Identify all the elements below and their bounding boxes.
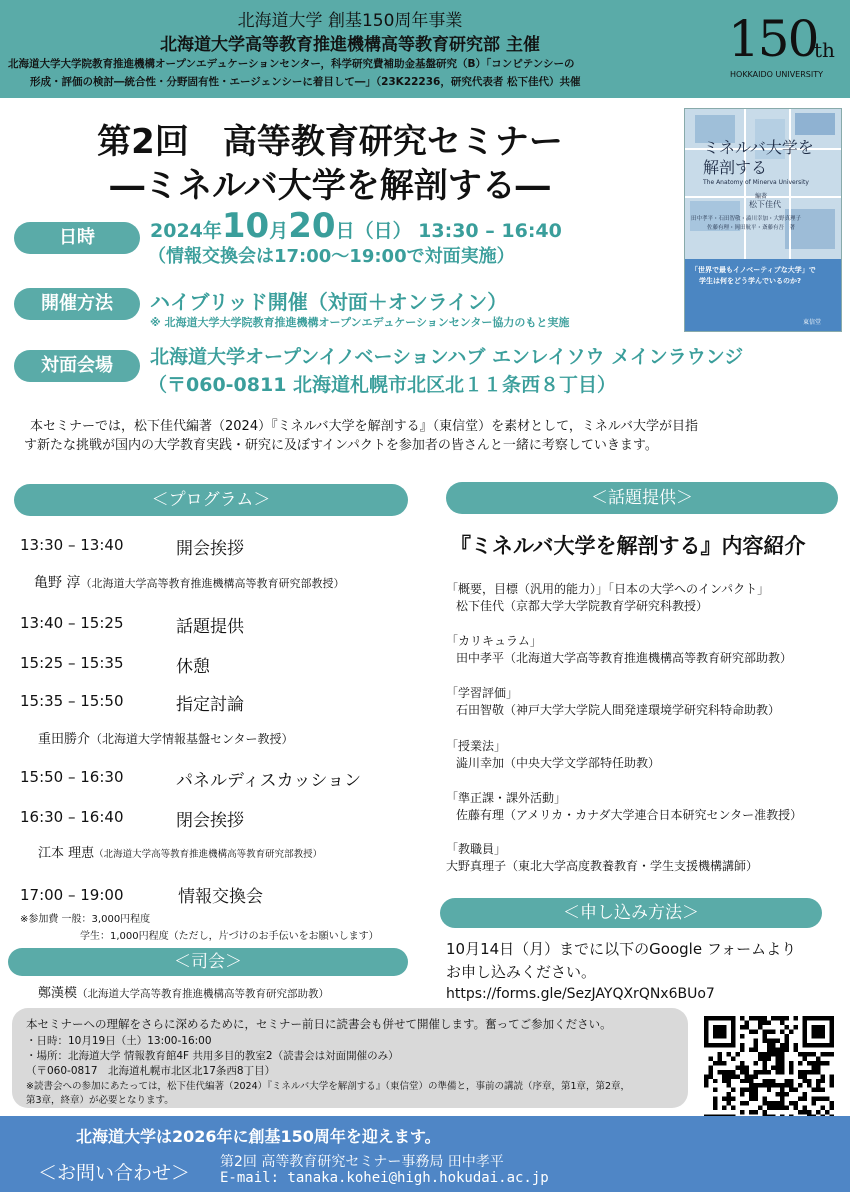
program-title: 休憩 [176, 657, 210, 677]
apply-line-1: 10月14日（月）までに以下のGoogle フォームより [446, 940, 797, 958]
program-title: パネルディスカッション [176, 771, 362, 791]
book-cover-image [684, 108, 842, 332]
seminar-subtitle: ―ミネルバ大学を解剖する― [110, 166, 550, 206]
topics-heading: ＜話題提供＞ [446, 482, 838, 514]
reading-address: （〒060-0817 北海道札幌市北区北17条西8丁目） [26, 1065, 276, 1077]
topic-speaker: 石田智敬（神戸大学大学院人間発達環境学研究科特命助教） [456, 703, 781, 717]
apply-form-link[interactable]: https://forms.gle/SezJAYQXrQNx6BUo7 [446, 986, 715, 1002]
event-date [150, 206, 562, 246]
book-title-2: 解剖する [703, 158, 768, 177]
book-authors-2: 佐藤有理・岡田航平・斎藤有吾 著 [707, 225, 796, 231]
venue-address: （〒060-0811 北海道札幌市北区北１１条西８丁目） [148, 374, 617, 396]
reading-note-2: 第3章，終章）が必要となります。 [26, 1095, 174, 1106]
date-month: 10 [221, 206, 270, 246]
program-person [34, 572, 344, 592]
header-line1: 北海道大学 創基150周年事業 [237, 11, 463, 31]
topic-speaker: 田中孝平（北海道大学高等教育推進機構高等教育研究部助教） [456, 651, 793, 665]
program-time: 15:35 – 15:50 [20, 692, 124, 710]
logo-subtitle: HOKKAIDO UNIVERSITY [730, 70, 823, 79]
program-time: 15:25 – 15:35 [20, 654, 124, 672]
book-subtitle: The Anatomy of Minerva University [703, 179, 809, 186]
program-person [38, 842, 322, 861]
footer-anniversary: 北海道大学は2026年に創基150周年を迎えます。 [76, 1127, 441, 1146]
program-time: 17:00 – 19:00 [20, 886, 124, 904]
date-day: 20 [288, 206, 336, 246]
book-tagline-2: 学生は何をどう学んでいるのか? [699, 277, 802, 285]
reading-note-1: ※読書会への参加にあたっては，松下佳代編著（2024）『ミネルバ大学を解剖する』（東信堂）の準備と，事前の講読（序章，第1章，第2章， [26, 1081, 631, 1092]
date-month-unit: 月 [269, 220, 289, 242]
date-rest: 日（日） 13:30 – 16:40 [335, 220, 562, 242]
anniversary-logo [728, 8, 844, 92]
reading-place: ・場所：北海道大学 情報教育館4F 共用多目的教室2（読書会は対面開催のみ） [26, 1050, 399, 1062]
method-label: 開催方法 [14, 288, 140, 320]
book-editor-label: 編著 [755, 193, 768, 200]
book-title-1: ミネルバ大学を [703, 138, 814, 157]
topic-name: 「カリキュラム」 [446, 634, 542, 648]
topic-name: 「準正課・課外活動」 [446, 791, 567, 805]
footer-contact-office: 第2回 高等教育研究セミナー事務局 田中孝平 [220, 1154, 504, 1170]
intro-line-2: す新たな挑戦が国内の大学教育実践・研究に及ぼすインパクトを参加者の皆さんと一緒に考察していきます。 [24, 438, 658, 453]
footer-contact-email[interactable]: E-mail: tanaka.kohei@high.hokudai.ac.jp [220, 1170, 549, 1186]
person-affiliation: （北海道大学情報基盤センター教授） [90, 732, 294, 746]
apply-line-2: お申し込みください。 [446, 963, 597, 981]
topic-speaker: 澁川幸加（中央大学文学部特任助教） [456, 756, 661, 770]
event-method: ハイブリッド開催（対面＋オンライン） [150, 290, 508, 314]
program-time: 13:40 – 15:25 [20, 614, 124, 632]
date-year: 2024年 [150, 220, 222, 242]
seminar-title: 第2回 高等教育研究セミナー [97, 122, 563, 162]
book-publisher: 東信堂 [803, 319, 822, 326]
topic-name: 「授業法」 [446, 739, 507, 753]
venue-name: 北海道大学オープンイノベーションハブ エンレイソウ メインラウンジ [150, 346, 744, 368]
program-title: 情報交換会 [178, 887, 263, 907]
venue-label: 対面会場 [14, 350, 140, 382]
program-title: 開会挨拶 [176, 539, 244, 559]
person-name: 江本 理恵 [38, 846, 95, 861]
topic-speaker: 松下佳代（京都大学大学院教育学研究科教授） [456, 599, 709, 613]
mc-name: 鄭漢模 [38, 986, 78, 1001]
program-time: 15:50 – 16:30 [20, 768, 124, 786]
program-time: 13:30 – 13:40 [20, 536, 124, 554]
person-affiliation: （北海道大学高等教育推進機構高等教育研究部教授） [94, 849, 323, 860]
logo-number: 150 [728, 10, 818, 68]
topics-title: 『ミネルバ大学を解剖する』内容紹介 [450, 534, 806, 558]
person-name: 重田勝介 [38, 732, 91, 747]
datetime-label: 日時 [14, 222, 140, 254]
topic-name: 「概要，目標（汎用的能力）」「日本の大学へのインパクト」 [446, 582, 770, 596]
logo-suffix: th [814, 38, 835, 62]
mc-affiliation: （北海道大学高等教育推進機構高等教育研究部助教） [77, 988, 330, 1000]
program-title: 閉会挨拶 [176, 811, 244, 831]
header-organizer: 北海道大学高等教育推進機構高等教育研究部 主催 [160, 35, 540, 55]
book-editor: 松下佳代 [749, 200, 781, 209]
person-name: 亀野 淳 [34, 575, 81, 591]
fee-student: 学生：1,000円程度（ただし，片づけのお手伝いをお願いします） [80, 931, 379, 942]
program-title: 指定討論 [176, 695, 244, 715]
reading-date: ・日時：10月19日（土）13:00-16:00 [26, 1035, 212, 1047]
mc-heading: ＜司会＞ [8, 948, 408, 976]
method-note: ※ 北海道大学大学院教育推進機構オープンエデュケーションセンター協力のもと実施 [150, 316, 570, 329]
header-cohost-line1: 北海道大学大学院教育推進機構オープンエデュケーションセンター，科学研究費補助金基盤研究（B）「コンピテンシーの [8, 58, 575, 70]
program-person [38, 728, 294, 747]
program-time: 16:30 – 16:40 [20, 808, 124, 826]
person-affiliation: （北海道大学高等教育推進機構高等教育研究部教授） [80, 577, 345, 590]
footer-contact-label: ＜お問い合わせ＞ [38, 1162, 191, 1184]
book-tagline-1: 「世界で最もイノベーティブな大学」で [691, 266, 816, 274]
program-title: 話題提供 [176, 617, 244, 637]
fee-general: ※参加費 一般：3,000円程度 [20, 914, 151, 925]
topic-speaker: 大野真理子（東北大学高度教養教育・学生支援機構講師） [446, 859, 759, 873]
datetime-note: （情報交換会は17:00～19:00で対面実施） [148, 246, 515, 267]
header-cohost-line2: 形成・評価の検討―統合性・分野固有性・エージェンシーに着目して―」（23K22236，研究代表者 松下佳代）共催 [30, 76, 581, 88]
topic-name: 「学習評価」 [446, 686, 519, 700]
intro-line-1: 本セミナーでは，松下佳代編著（2024）『ミネルバ大学を解剖する』（東信堂）を素材として，ミネルバ大学が目指 [30, 419, 699, 434]
mc-person [38, 982, 329, 1001]
topic-speaker: 佐藤有理（アメリカ・カナダ大学連合日本研究センター准教授） [456, 808, 803, 822]
apply-heading: ＜申し込み方法＞ [440, 898, 822, 928]
book-authors-1: 田中孝平・石田智敬・澁川幸加・大野真理子 [691, 216, 802, 222]
program-heading: ＜プログラム＞ [14, 484, 408, 516]
reading-intro: 本セミナーへの理解をさらに深めるために，セミナー前日に読書会も併せて開催します。奮ってご参加ください。 [26, 1017, 612, 1031]
topic-name: 「教職員」 [446, 842, 507, 856]
